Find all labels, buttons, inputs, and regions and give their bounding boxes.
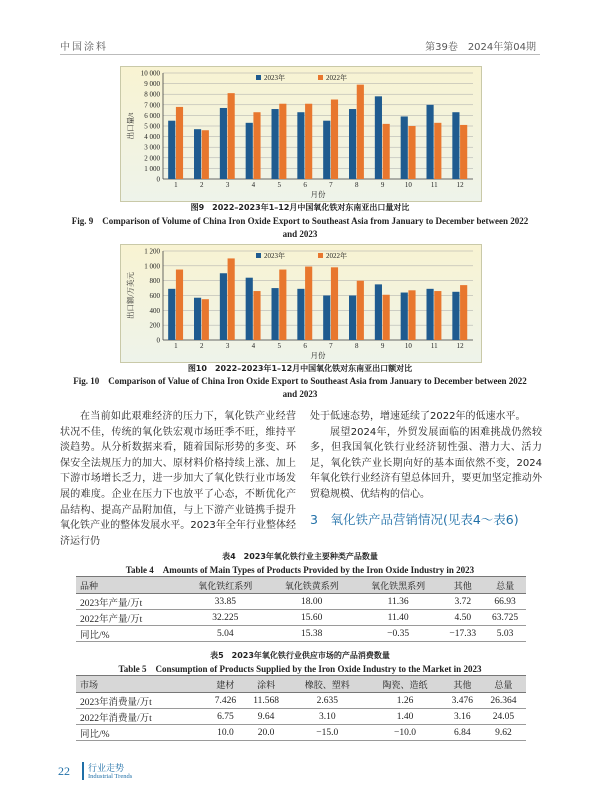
fig10-caption-en-line2: and 2023 [282, 389, 318, 399]
table-cell: 同比/% [76, 725, 207, 741]
table-cell: 7.426 [207, 693, 244, 709]
table-cell: 1.40 [366, 709, 444, 725]
table-cell: 63.725 [484, 610, 526, 626]
bar-series-b [357, 85, 364, 179]
table-row [76, 610, 526, 626]
table-row [76, 626, 526, 642]
x-tick-label: 9 [380, 342, 385, 350]
journal-name: 中国涂料 [60, 42, 108, 53]
table-header-cell: 建材 [207, 676, 244, 693]
table-cell: −17.33 [441, 626, 484, 642]
chart-0-plot [125, 70, 473, 200]
table-header-cell: 市场 [76, 676, 207, 693]
footer-section-en: Industrial Trends [88, 773, 133, 780]
bar-series-a [272, 109, 279, 179]
body-right-column [310, 409, 542, 503]
x-tick-label: 6 [303, 342, 307, 350]
bar-series-a [401, 293, 408, 340]
bar-series-a [297, 112, 304, 179]
x-tick-label: 2 [200, 342, 204, 350]
table5-title-en: Table 5 Consumption of Products Supplied by the Iron Oxide Industry to the Market in 2023 [118, 664, 482, 674]
table5-header-row [76, 676, 526, 693]
bar-series-b [434, 123, 441, 179]
table-header-cell: 氧化铁黑系列 [355, 577, 441, 594]
table-cell: 3.72 [441, 594, 484, 610]
bar-series-b [202, 299, 209, 340]
table-cell: 11.40 [355, 610, 441, 626]
bar-series-a [220, 273, 227, 340]
table-row [76, 725, 526, 741]
x-tick-label: 5 [277, 181, 281, 189]
table-cell: 3.10 [288, 709, 366, 725]
bar-series-a [427, 289, 434, 340]
issue-info: 第39卷 2024年第04期 [425, 42, 536, 53]
y-tick-label: 1 000 [144, 164, 160, 173]
footer-divider [82, 762, 84, 780]
table-cell: 15.60 [269, 610, 355, 626]
x-tick-label: 3 [225, 181, 230, 189]
x-tick-label: 11 [430, 181, 438, 189]
bar-series-b [253, 291, 260, 340]
table-header-cell: 橡胶、塑料 [288, 676, 366, 693]
bar-series-a [168, 289, 175, 340]
legend-label: 2022年 [326, 74, 347, 82]
table-cell: −10.0 [366, 725, 444, 741]
table-cell: 26.364 [481, 693, 526, 709]
x-tick-label: 2 [200, 181, 204, 189]
bar-series-b [228, 93, 235, 179]
y-tick-label: 6 000 [144, 111, 160, 120]
x-axis-label: 月份 [310, 190, 326, 199]
bar-series-b [460, 125, 467, 179]
table5-title-cn: 表5 2023年氧化铁行业供应市场的产品消费数量 [210, 651, 390, 660]
table-row [76, 594, 526, 610]
y-tick-label: 5 000 [144, 122, 160, 131]
y-tick-label: 7 000 [144, 101, 160, 110]
fig9-caption-en-line1: Fig. 9 Comparison of Volume of China Iron Oxide Export to Southeast Asia from January to December between 2022 [71, 216, 529, 226]
bar-series-a [194, 129, 201, 179]
y-tick-label: 0 [156, 336, 160, 345]
table-cell: 33.85 [182, 594, 268, 610]
x-tick-label: 8 [355, 181, 359, 189]
y-tick-label: 600 [149, 292, 160, 300]
x-tick-label: 3 [225, 342, 230, 350]
table-cell: 20.0 [244, 725, 289, 741]
y-tick-label: 800 [149, 277, 160, 286]
chart-1-plot [125, 248, 473, 361]
y-tick-label: 400 [149, 306, 160, 315]
bar-series-b [202, 130, 209, 179]
table-cell: 同比/% [76, 626, 182, 642]
table-cell: 24.05 [481, 709, 526, 725]
x-axis-label: 月份 [310, 351, 326, 360]
table-row [76, 693, 526, 709]
x-tick-label: 1 [174, 342, 178, 350]
x-tick-label: 12 [456, 181, 464, 189]
fig10-caption-cn: 图10 2022–2023年1–12月中国氧化铁对东南亚出口额对比 [187, 364, 413, 373]
body-paragraph-1: 在当前如此艰难经济的压力下，氧化铁产业经营状况不佳，传统的氧化铁宏观市场旺季不旺，维持平淡趋势。从分析数据来看，随着国际形势的多变、环保安全法规压力的加大、原材料价格持续上涨、加上下游市场增长乏力，进一步加大了氧化铁行业市场发展的难度。企业在压力下也放平了心态，不断优化产品结构、提高产品附加值，与上下游产业链携手提升氧化铁产业的整体发展水平。2023年全年行业整体经济运行仍 [60, 411, 296, 547]
legend-label: 2022年 [326, 252, 347, 260]
table-cell: 3.476 [444, 693, 481, 709]
table-cell: 6.75 [207, 709, 244, 725]
table-cell: 18.00 [269, 594, 355, 610]
legend-label: 2023年 [264, 252, 285, 260]
body-paragraph-3: 展望2024年，外贸发展面临的困难挑战仍然较多，但我国氧化铁行业经济韧性强、潜力大、活力足，氧化铁产业长期向好的基本面依然不变，2024年氧化铁行业经济有望总体回升，要更加坚定推动外贸稳规模、优结构的信心。 [310, 426, 542, 500]
table-cell: 3.16 [444, 709, 481, 725]
fig9-caption-cn: 图9 2022–2023年1–12月中国氧化铁对东南亚出口量对比 [190, 203, 410, 212]
fig10-chart-box [120, 244, 482, 363]
bar-series-a [246, 123, 253, 179]
table-cell: 2023年消费量/万t [76, 693, 207, 709]
x-tick-label: 8 [355, 342, 359, 350]
table4 [76, 576, 526, 642]
bar-series-a [349, 109, 356, 179]
bar-series-a [401, 116, 408, 179]
table-cell: 2022年产量/万t [76, 610, 182, 626]
table-header-cell: 陶瓷、造纸 [366, 676, 444, 693]
table-cell: 11.36 [355, 594, 441, 610]
x-tick-label: 5 [277, 342, 281, 350]
table-cell: 10.0 [207, 725, 244, 741]
table4-title-en: Table 4 Amounts of Main Types of Products Provided by the Iron Oxide Industry in 2023 [125, 565, 475, 575]
table-header-cell: 总量 [484, 577, 526, 594]
bar-series-a [323, 121, 330, 179]
table-header-cell: 其他 [441, 577, 484, 594]
bar-series-b [176, 270, 183, 340]
page-number: 22 [58, 764, 70, 778]
y-tick-label: 0 [156, 175, 160, 184]
y-axis-label: 出口额/万美元 [126, 271, 135, 320]
table-cell: 32.225 [182, 610, 268, 626]
x-tick-label: 10 [404, 181, 412, 189]
table-header-cell: 总量 [481, 676, 526, 693]
table-cell: 9.62 [481, 725, 526, 741]
body-paragraph-2: 处于低速态势，增速延续了2022年的低速水平。 [310, 411, 526, 422]
footer-section-cn: 行业走势 [88, 764, 125, 774]
bar-series-a [349, 296, 356, 341]
table-row [76, 709, 526, 725]
fig9-caption-en-line2: and 2023 [282, 229, 318, 239]
legend-swatch [256, 253, 261, 258]
bar-series-b [460, 285, 467, 340]
y-tick-label: 3 000 [144, 143, 160, 152]
legend-swatch [318, 75, 323, 80]
x-tick-label: 7 [329, 181, 333, 189]
bar-series-b [331, 267, 338, 340]
bar-series-b [279, 270, 286, 340]
x-tick-label: 12 [456, 342, 464, 350]
x-tick-label: 11 [430, 342, 438, 350]
table-cell: 66.93 [484, 594, 526, 610]
fig10-caption-en [60, 375, 540, 401]
table-cell: 2022年消费量/万t [76, 709, 207, 725]
x-tick-label: 1 [174, 181, 178, 189]
table-header-cell: 品种 [76, 577, 182, 594]
table-cell: 5.04 [182, 626, 268, 642]
x-tick-label: 4 [251, 342, 256, 350]
bar-series-b [383, 124, 390, 179]
table-cell: 1.26 [366, 693, 444, 709]
table-cell: 11.568 [244, 693, 289, 709]
bar-series-a [452, 292, 459, 340]
bar-series-b [305, 104, 312, 179]
table-cell: 2023年产量/万t [76, 594, 182, 610]
bar-series-a [246, 278, 253, 340]
table-cell: 4.50 [441, 610, 484, 626]
y-tick-label: 1 000 [144, 262, 160, 271]
bar-series-b [305, 267, 312, 340]
bar-series-a [272, 288, 279, 340]
bar-series-b [408, 290, 415, 340]
table-cell: 6.84 [444, 725, 481, 741]
bar-series-a [220, 108, 227, 179]
table4-title-cn: 表4 2023年氧化铁行业主要种类产品数量 [222, 552, 378, 561]
bar-series-b [253, 112, 260, 179]
y-tick-label: 8 000 [144, 90, 160, 99]
table-header-cell: 涂料 [244, 676, 289, 693]
bar-series-a [168, 121, 175, 179]
table-cell: −0.35 [355, 626, 441, 642]
y-tick-label: 1 200 [144, 247, 160, 256]
x-tick-label: 9 [380, 181, 385, 189]
body-left-column [60, 409, 296, 549]
table-cell: −15.0 [288, 725, 366, 741]
table-header-cell: 氧化铁红系列 [182, 577, 268, 594]
fig10-chart [121, 245, 481, 362]
legend-label: 2023年 [264, 74, 285, 82]
y-tick-label: 10 000 [140, 69, 160, 78]
table-cell: 2.635 [288, 693, 366, 709]
legend-swatch [318, 253, 323, 258]
fig10-caption-en-line1: Fig. 10 Comparison of Value of China Iron Oxide Export to Southeast Asia from January to December between 2022 [73, 376, 527, 386]
table-cell: 15.38 [269, 626, 355, 642]
x-tick-label: 4 [251, 181, 256, 189]
bar-series-a [323, 296, 330, 341]
bar-series-b [331, 100, 338, 180]
bar-series-a [375, 96, 382, 179]
bar-series-b [176, 107, 183, 179]
x-tick-label: 10 [404, 342, 412, 350]
table-header-cell: 其他 [444, 676, 481, 693]
y-axis-label: 出口量/t [126, 112, 135, 140]
table-cell: 9.64 [244, 709, 289, 725]
bar-series-a [452, 112, 459, 179]
table-header-cell: 氧化铁黄系列 [269, 577, 355, 594]
fig9-chart [121, 67, 481, 201]
y-tick-label: 9 000 [144, 80, 160, 89]
bar-series-b [279, 104, 286, 179]
x-tick-label: 7 [329, 342, 333, 350]
bar-series-b [383, 295, 390, 340]
bar-series-b [434, 291, 441, 340]
bar-series-a [375, 284, 382, 340]
header-rule [60, 54, 540, 55]
bar-series-a [194, 298, 201, 340]
x-tick-label: 6 [303, 181, 307, 189]
y-tick-label: 4 000 [144, 133, 160, 142]
table5 [76, 675, 526, 741]
bar-series-b [408, 126, 415, 179]
bar-series-a [427, 105, 434, 179]
section-heading: 3 氧化铁产品营销情况(见表4～表6) [310, 512, 519, 527]
y-tick-label: 200 [149, 321, 160, 330]
y-tick-label: 2 000 [144, 154, 160, 163]
bar-series-b [228, 258, 235, 340]
bar-series-b [357, 281, 364, 340]
fig9-chart-box [120, 66, 482, 202]
table-cell: 5.03 [484, 626, 526, 642]
legend-swatch [256, 75, 261, 80]
table4-header-row [76, 577, 526, 594]
fig9-caption-en [60, 215, 540, 241]
bar-series-a [297, 289, 304, 340]
